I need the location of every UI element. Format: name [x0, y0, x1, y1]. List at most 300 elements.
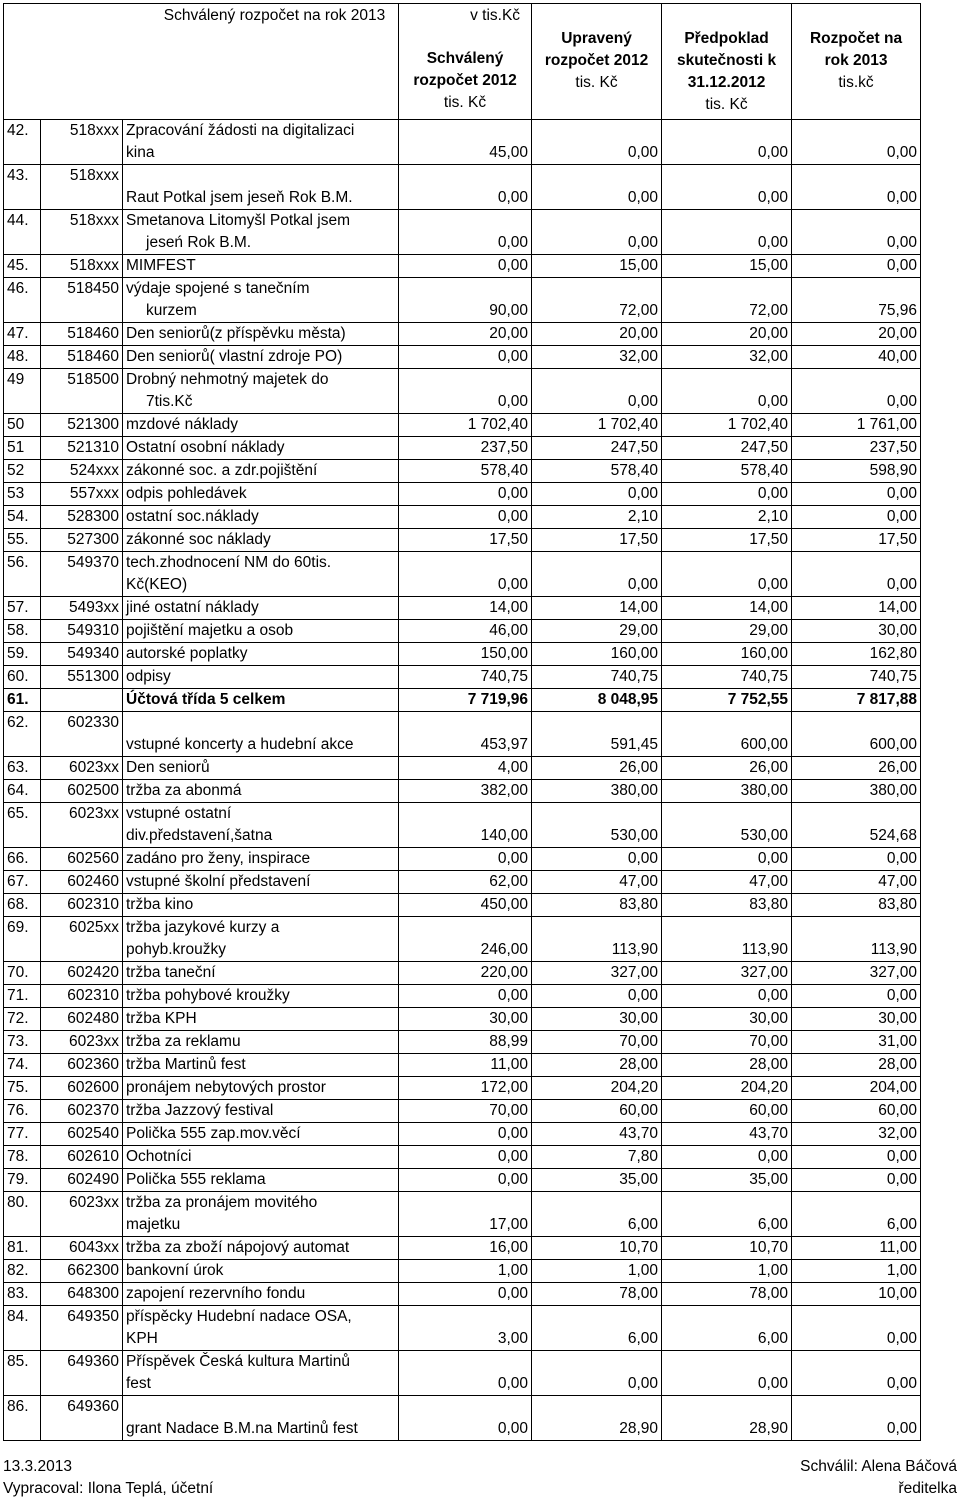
- budget-sheet: [3, 3, 920, 1441]
- row-number: 56.: [4, 552, 41, 597]
- description-line: zapojení rezervního fondu: [126, 1285, 306, 1302]
- account-code: 518460: [41, 323, 123, 346]
- value-col-1: 0,00: [399, 346, 532, 369]
- description-line: MIMFEST: [126, 257, 196, 274]
- account-code: 602360: [41, 1054, 123, 1077]
- value-col-3: 0,00: [662, 985, 792, 1008]
- description-line: odpisy: [126, 668, 171, 685]
- value-col-4: 740,75: [792, 666, 921, 689]
- value-col-2: 1,00: [532, 1260, 662, 1283]
- value-col-1: 1 702,40: [399, 414, 532, 437]
- value-col-4: 47,00: [792, 871, 921, 894]
- footer-prepared-by: Vypracoval: Ilona Teplá, účetní: [3, 1480, 214, 1497]
- value-col-1: 740,75: [399, 666, 532, 689]
- row-number: 52: [4, 460, 41, 483]
- column-header-4: [795, 28, 917, 94]
- account-code: 6023xx: [41, 803, 123, 848]
- value-col-2: 591,45: [532, 712, 662, 757]
- value-col-3: 30,00: [662, 1008, 792, 1031]
- value-col-1: 0,00: [399, 165, 532, 210]
- table-row: [4, 597, 921, 620]
- value-col-4: 30,00: [792, 1008, 921, 1031]
- value-col-3: 60,00: [662, 1100, 792, 1123]
- item-description: [123, 871, 399, 894]
- value-col-1: 0,00: [399, 483, 532, 506]
- item-description: [123, 529, 399, 552]
- column-header-line: Předpoklad: [684, 30, 769, 47]
- value-col-3: 7 752,55: [662, 689, 792, 712]
- value-col-3: 1 702,40: [662, 414, 792, 437]
- account-code: 602500: [41, 780, 123, 803]
- row-number: 55.: [4, 529, 41, 552]
- item-description: [123, 1260, 399, 1283]
- account-code: 518450: [41, 278, 123, 323]
- value-col-1: 46,00: [399, 620, 532, 643]
- value-col-4: 0,00: [792, 1306, 921, 1351]
- table-row: [4, 437, 921, 460]
- table-row: [4, 894, 921, 917]
- item-description: [123, 1237, 399, 1260]
- description-line: pojištění majetku a osob: [126, 622, 294, 639]
- table-row: [4, 1351, 921, 1396]
- row-number: 79.: [4, 1169, 41, 1192]
- description-line: div.představení,šatna: [126, 827, 273, 844]
- value-col-2: 740,75: [532, 666, 662, 689]
- row-number: 47.: [4, 323, 41, 346]
- description-line: Den seniorů: [126, 759, 210, 776]
- table-row: [4, 255, 921, 278]
- account-code: 602330: [41, 712, 123, 757]
- account-code: 602420: [41, 962, 123, 985]
- item-description: [123, 894, 399, 917]
- item-description: [123, 255, 399, 278]
- account-code: 557xxx: [41, 483, 123, 506]
- value-col-2: 327,00: [532, 962, 662, 985]
- value-col-4: 1 761,00: [792, 414, 921, 437]
- value-col-1: 0,00: [399, 506, 532, 529]
- account-code: 648300: [41, 1283, 123, 1306]
- value-col-4: 237,50: [792, 437, 921, 460]
- value-col-3: 43,70: [662, 1123, 792, 1146]
- value-col-2: 0,00: [532, 210, 662, 255]
- description-line: [126, 1396, 395, 1418]
- description-line: vstupné ostatní: [126, 805, 232, 822]
- item-description: [123, 1008, 399, 1031]
- footer-approved-by: Schválil: Alena Báčová: [800, 1458, 957, 1475]
- value-col-3: 0,00: [662, 1351, 792, 1396]
- value-col-2: 7,80: [532, 1146, 662, 1169]
- table-row: [4, 848, 921, 871]
- description-line: kurzem: [146, 302, 197, 319]
- value-col-2: 8 048,95: [532, 689, 662, 712]
- description-line: tržba za reklamu: [126, 1033, 241, 1050]
- value-col-3: 247,50: [662, 437, 792, 460]
- value-col-4: 0,00: [792, 506, 921, 529]
- account-code: 518460: [41, 346, 123, 369]
- row-number: 61.: [4, 689, 41, 712]
- value-col-1: 382,00: [399, 780, 532, 803]
- item-description: [123, 120, 399, 165]
- value-col-2: 6,00: [532, 1192, 662, 1237]
- value-col-1: 246,00: [399, 917, 532, 962]
- table-row: [4, 985, 921, 1008]
- item-description: [123, 1146, 399, 1169]
- value-col-2: 14,00: [532, 597, 662, 620]
- description-line: tech.zhodnocení NM do 60tis.: [126, 554, 332, 571]
- item-description: [123, 780, 399, 803]
- value-col-3: 47,00: [662, 871, 792, 894]
- value-col-1: 30,00: [399, 1008, 532, 1031]
- row-number: 67.: [4, 871, 41, 894]
- item-description: [123, 506, 399, 529]
- column-header-line: tis. Kč: [575, 74, 618, 91]
- table-row: [4, 1237, 921, 1260]
- account-code: 551300: [41, 666, 123, 689]
- description-line: Příspěvek Česká kultura Martinů: [126, 1353, 350, 1370]
- value-col-2: 30,00: [532, 1008, 662, 1031]
- description-line: tržba taneční: [126, 964, 216, 981]
- value-col-4: 327,00: [792, 962, 921, 985]
- item-description: [123, 437, 399, 460]
- account-code: 602310: [41, 985, 123, 1008]
- value-col-2: 43,70: [532, 1123, 662, 1146]
- value-col-1: 11,00: [399, 1054, 532, 1077]
- value-col-1: 20,00: [399, 323, 532, 346]
- header-col-1: [399, 4, 532, 120]
- value-col-3: 578,40: [662, 460, 792, 483]
- value-col-4: 75,96: [792, 278, 921, 323]
- account-code: 518500: [41, 369, 123, 414]
- description-line: pohyb.kroužky: [126, 941, 226, 958]
- description-line: vstupné školní představení: [126, 873, 311, 890]
- description-line: bankovní úrok: [126, 1262, 224, 1279]
- description-line: autorské poplatky: [126, 645, 248, 662]
- value-col-3: 113,90: [662, 917, 792, 962]
- account-code: 6043xx: [41, 1237, 123, 1260]
- value-col-1: 0,00: [399, 1123, 532, 1146]
- item-description: [123, 620, 399, 643]
- account-code: 662300: [41, 1260, 123, 1283]
- value-col-2: 0,00: [532, 1351, 662, 1396]
- row-number: 57.: [4, 597, 41, 620]
- description-line: příspěcky Hudební nadace OSA,: [126, 1308, 352, 1325]
- description-line: [126, 165, 395, 187]
- value-col-4: 32,00: [792, 1123, 921, 1146]
- sheet-title: Schválený rozpočet na rok 2013: [163, 7, 386, 24]
- value-col-4: 204,00: [792, 1077, 921, 1100]
- row-number: 70.: [4, 962, 41, 985]
- value-col-2: 28,90: [532, 1396, 662, 1441]
- value-col-3: 28,90: [662, 1396, 792, 1441]
- value-col-4: 0,00: [792, 1351, 921, 1396]
- row-number: 43.: [4, 165, 41, 210]
- description-line: Zpracování žádosti na digitalizaci: [126, 122, 355, 139]
- value-col-1: 172,00: [399, 1077, 532, 1100]
- value-col-1: 1,00: [399, 1260, 532, 1283]
- account-code: 602610: [41, 1146, 123, 1169]
- header-title-cell: [4, 4, 399, 120]
- column-header-line: Upravený: [561, 30, 632, 47]
- value-col-1: 14,00: [399, 597, 532, 620]
- account-code: 518xxx: [41, 165, 123, 210]
- value-col-3: 78,00: [662, 1283, 792, 1306]
- account-code: 524xxx: [41, 460, 123, 483]
- value-col-1: 0,00: [399, 985, 532, 1008]
- description-line: Den seniorů(z příspěvku města): [126, 325, 346, 342]
- value-col-2: 530,00: [532, 803, 662, 848]
- item-description: [123, 165, 399, 210]
- value-col-4: 31,00: [792, 1031, 921, 1054]
- value-col-3: 6,00: [662, 1306, 792, 1351]
- value-col-3: 0,00: [662, 165, 792, 210]
- account-code: [41, 689, 123, 712]
- table-row: [4, 666, 921, 689]
- row-number: 65.: [4, 803, 41, 848]
- description-line: Ochotníci: [126, 1148, 192, 1165]
- footer-date: 13.3.2013: [3, 1458, 72, 1475]
- value-col-2: 28,00: [532, 1054, 662, 1077]
- value-col-4: 0,00: [792, 255, 921, 278]
- table-row: [4, 1054, 921, 1077]
- account-code: 649360: [41, 1351, 123, 1396]
- table-row: [4, 414, 921, 437]
- value-col-1: 88,99: [399, 1031, 532, 1054]
- unit-label: v tis.Kč: [470, 7, 521, 24]
- row-number: 82.: [4, 1260, 41, 1283]
- table-row: [4, 1306, 921, 1351]
- item-description: [123, 1396, 399, 1441]
- account-code: 602310: [41, 894, 123, 917]
- value-col-1: 45,00: [399, 120, 532, 165]
- item-description: [123, 1192, 399, 1237]
- item-description: [123, 278, 399, 323]
- value-col-4: 524,68: [792, 803, 921, 848]
- table-row: [4, 620, 921, 643]
- value-col-1: 17,50: [399, 529, 532, 552]
- row-number: 73.: [4, 1031, 41, 1054]
- value-col-2: 6,00: [532, 1306, 662, 1351]
- description-line: [126, 712, 395, 734]
- value-col-3: 28,00: [662, 1054, 792, 1077]
- header-col-2: [532, 4, 662, 120]
- value-col-4: 14,00: [792, 597, 921, 620]
- value-col-3: 2,10: [662, 506, 792, 529]
- description-line: tržba KPH: [126, 1010, 197, 1027]
- value-col-3: 20,00: [662, 323, 792, 346]
- value-col-2: 0,00: [532, 120, 662, 165]
- value-col-1: 578,40: [399, 460, 532, 483]
- item-description: [123, 346, 399, 369]
- value-col-3: 0,00: [662, 120, 792, 165]
- item-description: [123, 1283, 399, 1306]
- value-col-4: 0,00: [792, 120, 921, 165]
- description-line: tržba pohybové kroužky: [126, 987, 290, 1004]
- value-col-3: 0,00: [662, 848, 792, 871]
- table-row: [4, 962, 921, 985]
- table-row: [4, 780, 921, 803]
- value-col-2: 578,40: [532, 460, 662, 483]
- value-col-2: 78,00: [532, 1283, 662, 1306]
- value-col-2: 1 702,40: [532, 414, 662, 437]
- row-number: 69.: [4, 917, 41, 962]
- value-col-3: 160,00: [662, 643, 792, 666]
- row-number: 68.: [4, 894, 41, 917]
- value-col-4: 10,00: [792, 1283, 921, 1306]
- value-col-4: 380,00: [792, 780, 921, 803]
- table-row: [4, 1008, 921, 1031]
- table-row: [4, 1146, 921, 1169]
- description-line: Kč(KEO): [126, 576, 188, 593]
- value-col-1: 0,00: [399, 1351, 532, 1396]
- value-col-4: 0,00: [792, 848, 921, 871]
- value-col-4: 26,00: [792, 757, 921, 780]
- value-col-1: 70,00: [399, 1100, 532, 1123]
- value-col-4: 0,00: [792, 210, 921, 255]
- row-number: 75.: [4, 1077, 41, 1100]
- account-code: 602600: [41, 1077, 123, 1100]
- column-header-line: tis. Kč: [443, 94, 487, 111]
- column-header-line: Rozpočet na: [809, 30, 903, 47]
- item-description: [123, 1169, 399, 1192]
- value-col-3: 32,00: [662, 346, 792, 369]
- value-col-1: 0,00: [399, 210, 532, 255]
- value-col-4: 598,90: [792, 460, 921, 483]
- row-number: 54.: [4, 506, 41, 529]
- value-col-3: 0,00: [662, 483, 792, 506]
- account-code: 528300: [41, 506, 123, 529]
- row-number: 49: [4, 369, 41, 414]
- description-line: tržba za abonmá: [126, 782, 242, 799]
- value-col-4: 0,00: [792, 1169, 921, 1192]
- item-description: [123, 643, 399, 666]
- row-number: 50: [4, 414, 41, 437]
- item-description: [123, 1351, 399, 1396]
- item-description: [123, 1031, 399, 1054]
- table-row: [4, 871, 921, 894]
- value-col-3: 70,00: [662, 1031, 792, 1054]
- value-col-2: 160,00: [532, 643, 662, 666]
- table-row: [4, 552, 921, 597]
- value-col-3: 6,00: [662, 1192, 792, 1237]
- value-col-3: 29,00: [662, 620, 792, 643]
- table-row: [4, 757, 921, 780]
- value-col-2: 35,00: [532, 1169, 662, 1192]
- value-col-4: 113,90: [792, 917, 921, 962]
- value-col-4: 28,00: [792, 1054, 921, 1077]
- description-line: Ostatní osobní náklady: [126, 439, 285, 456]
- description-line: zákonné soc. a zdr.pojištění: [126, 462, 318, 479]
- table-row: [4, 323, 921, 346]
- description-line: zákonné soc náklady: [126, 531, 271, 548]
- description-line: Smetanova Litomyšl Potkal jsem: [126, 212, 350, 229]
- item-description: [123, 803, 399, 848]
- value-col-2: 0,00: [532, 848, 662, 871]
- account-code: 549370: [41, 552, 123, 597]
- value-col-2: 70,00: [532, 1031, 662, 1054]
- table-row: [4, 1031, 921, 1054]
- row-number: 58.: [4, 620, 41, 643]
- value-col-2: 15,00: [532, 255, 662, 278]
- value-col-3: 0,00: [662, 1146, 792, 1169]
- row-number: 45.: [4, 255, 41, 278]
- description-line: ostatní soc.náklady: [126, 508, 259, 525]
- table-row: [4, 1260, 921, 1283]
- value-col-4: 6,00: [792, 1192, 921, 1237]
- value-col-2: 247,50: [532, 437, 662, 460]
- row-number: 78.: [4, 1146, 41, 1169]
- row-number: 64.: [4, 780, 41, 803]
- description-line: výdaje spojené s tanečním: [126, 280, 310, 297]
- value-col-3: 530,00: [662, 803, 792, 848]
- value-col-1: 0,00: [399, 848, 532, 871]
- value-col-2: 0,00: [532, 369, 662, 414]
- item-description: [123, 917, 399, 962]
- value-col-4: 30,00: [792, 620, 921, 643]
- table-row: [4, 643, 921, 666]
- account-code: 6025xx: [41, 917, 123, 962]
- account-code: 6023xx: [41, 1192, 123, 1237]
- item-description: [123, 962, 399, 985]
- value-col-3: 204,20: [662, 1077, 792, 1100]
- column-header-line: Schválený: [426, 50, 504, 67]
- item-description: [123, 460, 399, 483]
- column-header-1: [402, 48, 528, 114]
- item-description: [123, 414, 399, 437]
- table-row: [4, 917, 921, 962]
- description-line: odpis pohledávek: [126, 485, 247, 502]
- value-col-4: 162,80: [792, 643, 921, 666]
- value-col-1: 0,00: [399, 1396, 532, 1441]
- value-col-4: 20,00: [792, 323, 921, 346]
- table-row: [4, 369, 921, 414]
- value-col-2: 380,00: [532, 780, 662, 803]
- table-row: [4, 1169, 921, 1192]
- description-line: Polička 555 zap.mov.věcí: [126, 1125, 301, 1142]
- table-row: [4, 712, 921, 757]
- row-number: 42.: [4, 120, 41, 165]
- row-number: 72.: [4, 1008, 41, 1031]
- column-header-line: rozpočet 2012: [544, 52, 649, 69]
- table-row: [4, 210, 921, 255]
- value-col-2: 17,50: [532, 529, 662, 552]
- row-number: 48.: [4, 346, 41, 369]
- item-description: [123, 1077, 399, 1100]
- value-col-3: 15,00: [662, 255, 792, 278]
- value-col-1: 220,00: [399, 962, 532, 985]
- row-number: 66.: [4, 848, 41, 871]
- item-description: [123, 369, 399, 414]
- value-col-3: 72,00: [662, 278, 792, 323]
- value-col-3: 380,00: [662, 780, 792, 803]
- row-number: 46.: [4, 278, 41, 323]
- value-col-2: 47,00: [532, 871, 662, 894]
- row-number: 59.: [4, 643, 41, 666]
- item-description: [123, 666, 399, 689]
- value-col-2: 26,00: [532, 757, 662, 780]
- table-row: [4, 165, 921, 210]
- budget-table: [3, 3, 921, 1441]
- value-col-4: 0,00: [792, 165, 921, 210]
- row-number: 76.: [4, 1100, 41, 1123]
- value-col-2: 0,00: [532, 483, 662, 506]
- value-col-4: 40,00: [792, 346, 921, 369]
- item-description: [123, 210, 399, 255]
- value-col-2: 83,80: [532, 894, 662, 917]
- description-line: Raut Potkal jsem jeseň Rok B.M.: [126, 189, 353, 206]
- value-col-2: 0,00: [532, 165, 662, 210]
- column-header-line: 31.12.2012: [687, 74, 766, 91]
- item-description: [123, 1100, 399, 1123]
